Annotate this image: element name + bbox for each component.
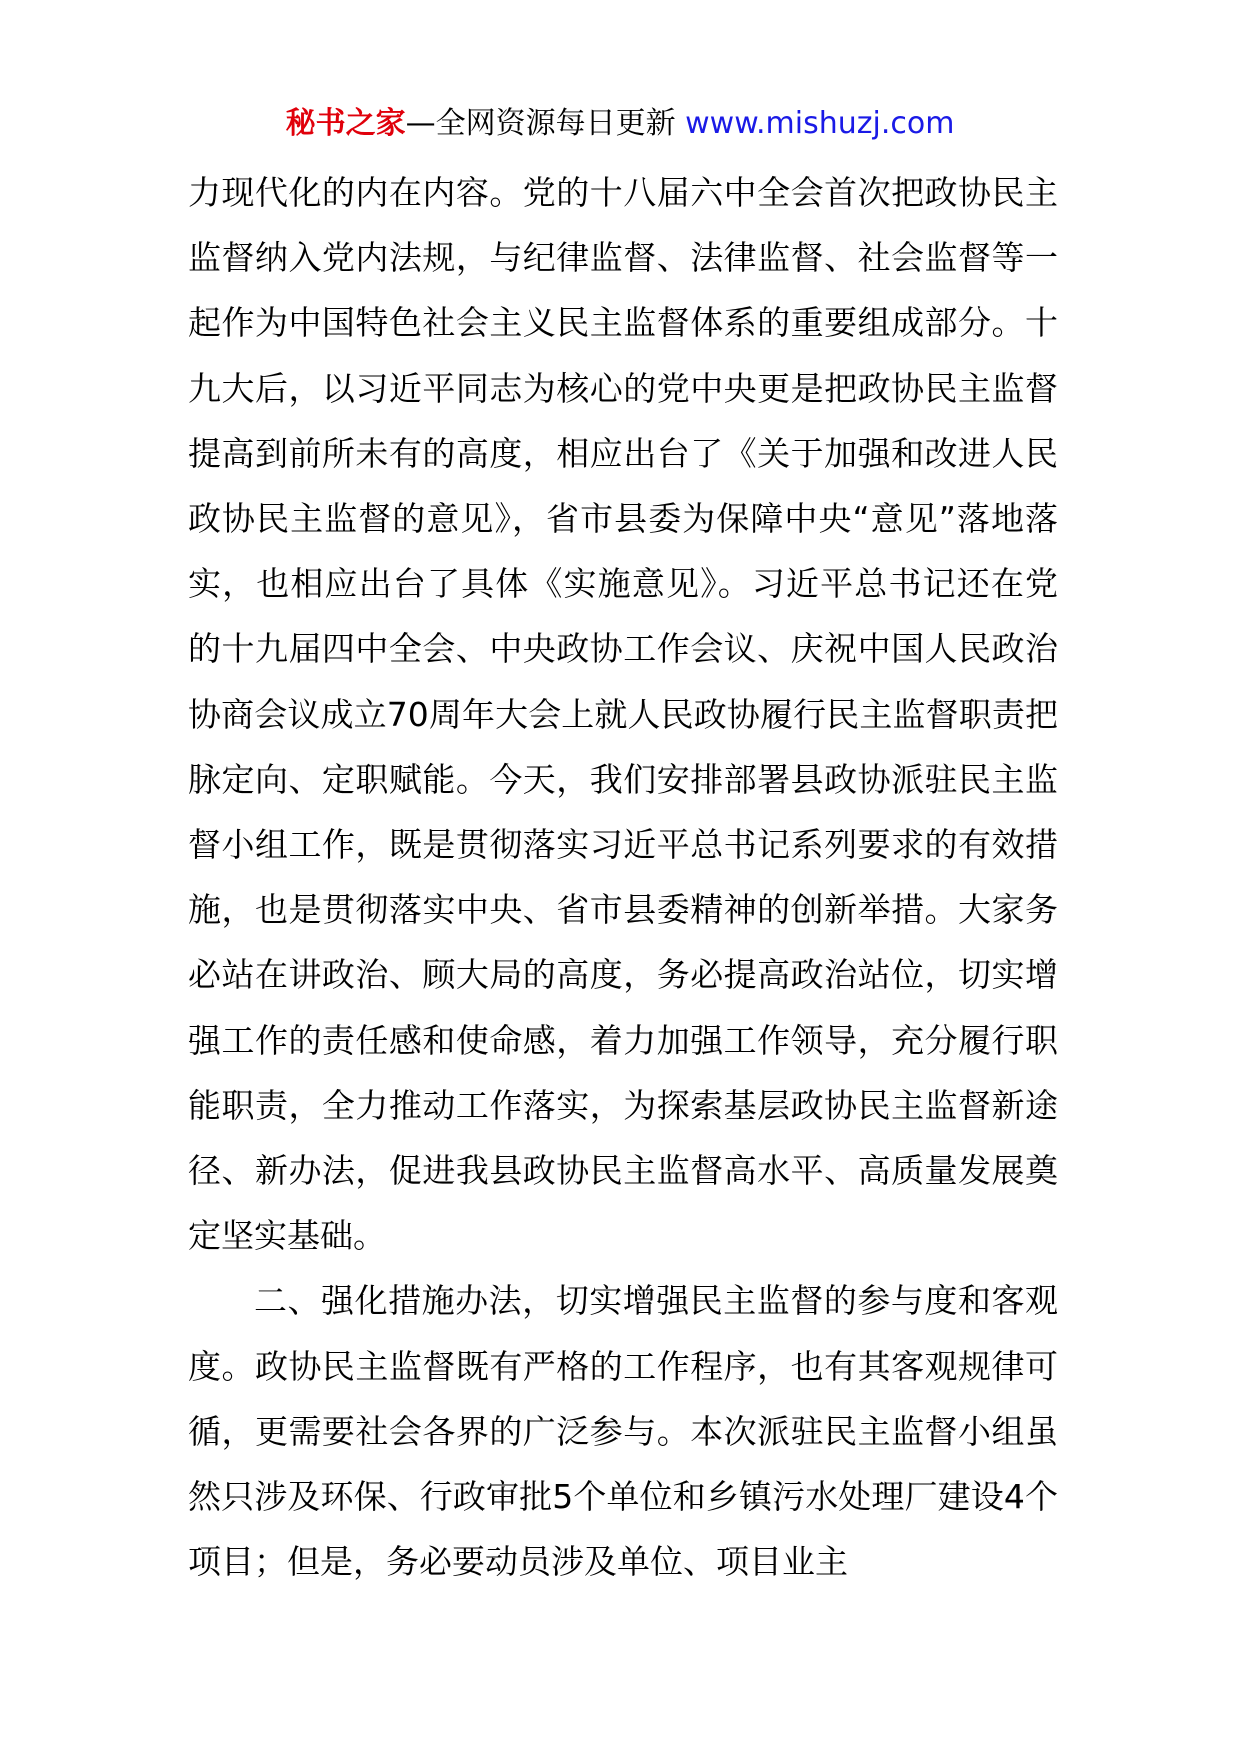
site-watermark-header <box>0 100 1240 148</box>
body-paragraph-1: 力现代化的内在内容。党的十八届六中全会首次把政协民主监督纳入党内法规，与纪律监督、法律监督、社会监督等一起作为中国特色社会主义民主监督体系的重要组成部分。十九大后，以习近平同志为核心的党中央更是把政协民主监督提高到前所未有的高度，相应出台了《关于加强和改进人民政协民主监督的意见》，省市县委为保障中央“意见”落地落实，也相应出台了具体《实施意见》。习近平总书记还在党的十九届四中全会、中央政协工作会议、庆祝中国人民政治协商会议成立70周年大会上就人民政协履行民主监督职责把脉定向、定职赋能。今天，我们安排部署县政协派驻民主监督小组工作，既是贯彻落实习近平总书记系列要求的有效措施，也是贯彻落实中央、省市县委精神的创新举措。大家务必站在讲政治、顾大局的高度，务必提高政治站位，切实增强工作的责任感和使命感，着力加强工作领导，充分履行职能职责，全力推动工作落实，为探索基层政协民主监督新途径、新办法，促进我县政协民主监督高水平、高质量发展奠定坚实基础。 <box>188 173 1058 1256</box>
body-paragraph-2: 二、强化措施办法，切实增强民主监督的参与度和客观度。政协民主监督既有严格的工作程序，也有其客观规律可循，更需要社会各界的广泛参与。本次派驻民主监督小组虽然只涉及环保、行政审批5个单位和乡镇污水处理厂建设4个项目；但是，务必要动员涉及单位、项目业主 <box>188 1281 1058 1582</box>
site-brand: 秘书之家 <box>285 106 406 141</box>
site-url: www.mishuzj.com <box>685 106 955 141</box>
document-body <box>188 160 1058 1594</box>
site-tagline: —全网资源每日更新 <box>405 106 676 141</box>
